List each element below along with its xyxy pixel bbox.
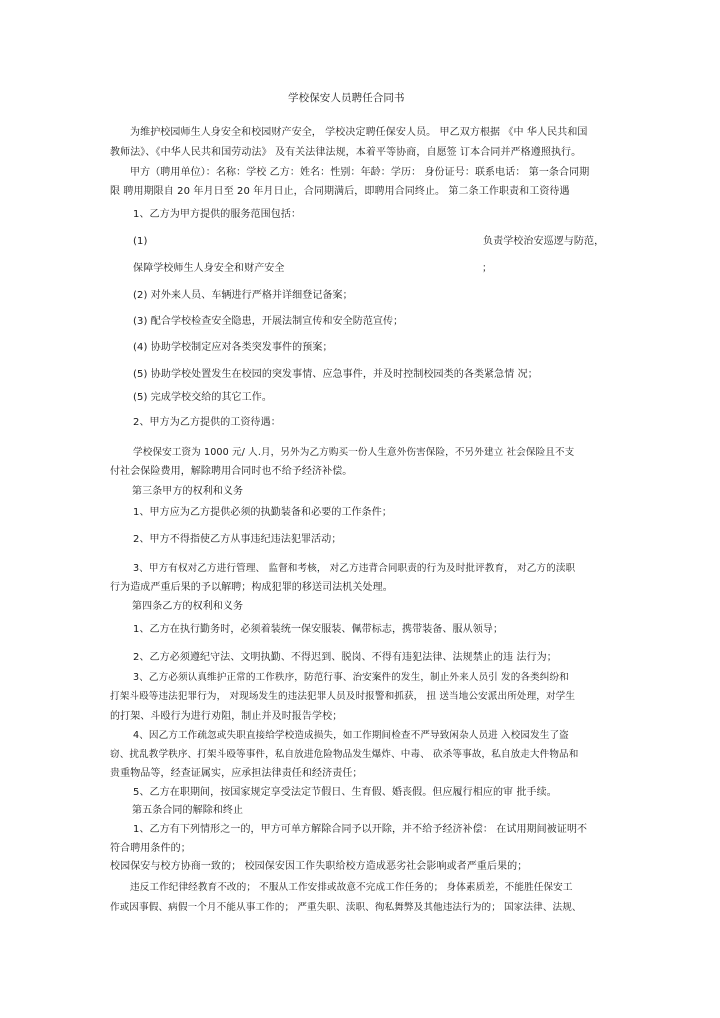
text-line: 3、甲方有权对乙方进行管理、 监督和考核， 对乙方违背合同职责的行为及时批评教育， 对乙方的渎职 [133,563,576,574]
text-line: (5) 协助学校处置发生在校园的突发事情、应急事件，并及时控制校园类的各类紧急情 况； [133,369,538,380]
document-title: 学校保安人员聘任合同书 [288,92,405,104]
text-line: ； [482,263,493,274]
text-line: 为维护校园师生人身安全和校园财产安全， 学校决定聘任保安人员。 甲乙双方根据 《中 华人民共和国 [130,127,588,138]
text-line: (4) 协助学校制定应对各类突发事件的预案； [133,342,333,353]
text-line: 1、乙方有下列情形之一的，甲方可单方解除合同予以开除，并不给予经济补偿： 在试用期间被证明不 [133,824,588,835]
text-line: 行为造成严重后果的予以解聘；构成犯罪的移送司法机关处理。 [110,582,393,593]
text-line: (1) [133,236,148,247]
text-line: 打架斗殴等违法犯罪行为， 对现场发生的违法犯罪人员及时报警和抓获， 扭 送当地公安派出所处理，对学生 [110,691,576,702]
section-heading: 第五条合同的解除和终止 [132,805,244,816]
text-line: 校园保安与校方协商一致的； 校园保安因工作失职给校方造成恶劣社会影响或者严重后果的； [110,861,528,872]
text-line: 甲方（聘用单位）：名称：学校 乙方：姓名：性别：年龄：学历： 身份证号：联系电话： 第一条合同期 [130,167,590,178]
text-line: (2) 对外来人员、车辆进行严格并详细登记备案； [133,290,353,301]
text-line: 窃、扰乱教学秩序、打架斗殴等事件，私自放进危险物品发生爆炸、中毒、 砍杀等事故，私自放走大件物品和 [110,749,579,760]
text-line: 作或因事假、病假一个月不能从事工作的； 严重失职、渎职、徇私舞弊及其他违法行为的； 国家法律、法规、 [110,902,582,913]
text-line: (5) 完成学校交给的其它工作。 [133,392,272,403]
text-line: (3) 配合学校检查安全隐患，开展法制宣传和安全防范宣传； [133,316,404,327]
text-line: 3、乙方必须认真维护正常的工作秩序，防范行事、治安案件的发生，制止外来人员引 发的各类纠纷和 [133,672,569,683]
text-line: 2、甲方为乙方提供的工资待遇： [133,417,281,428]
text-line: 的打架、斗殴行为进行劝阻，制止并及时报告学校； [110,711,343,722]
text-line: 限 聘用期限自 20 年月日至 20 年月日止，合同期满后，即聘用合同终止。 第二条工作职责和工资待遇 [110,186,570,197]
text-line: 1、乙方为甲方提供的服务范围包括： [133,209,302,220]
text-line: 违反工作纪律经教育不改的； 不服从工作安排或故意不完成工作任务的； 身体素质差，不能胜任保安工 [130,882,573,893]
text-line: 1、甲方应为乙方提供必须的执勤装备和必要的工作条件； [133,507,392,518]
text-line: 学校保安工资为 1000 元/ 人.月，另外为乙方购买一份人生意外伤害保险，不另外建立 社会保险且不支 [133,447,575,458]
text-line: 4、因乙方工作疏忽或失职直接给学校造成损失，如工作期间检查不严导致闲杂人员进 入校园发生了盗 [133,730,569,741]
text-line: 2、乙方必须遵纪守法、文明执勤、不得迟到、脱岗、不得有违犯法律、法规禁止的违 法行为； [133,652,557,663]
text-line: 2、甲方不得指使乙方从事违纪违法犯罪活动； [133,534,342,545]
text-line: 1、乙方在执行勤务时，必须着装统一保安服装、佩带标志，携带装备、服从领导； [133,624,504,635]
text-line: 付社会保险费用，解除聘用合同时也不给予经济补偿。 [110,466,353,477]
section-heading: 第四条乙方的权利和义务 [132,601,244,612]
text-line: 负责学校治安巡逻与防范， [483,236,605,247]
text-line: 保障学校师生人身安全和财产安全 [133,263,285,274]
text-line: 5、乙方在职期间，按国家规定享受法定节假日、生育假、婚丧假。但应履行相应的审 批手续。 [133,787,557,798]
text-line: 贵重物品等，经查证属实，应承担法律责任和经济责任； [110,768,363,779]
text-line: 符合聘用条件的； [110,843,191,854]
text-line: 教师法》、《中华人民共和国劳动法》 及有关法律法规，本着平等协商，自愿签 订本合同并严格遵照执行。 [110,147,582,158]
section-heading: 第三条甲方的权利和义务 [132,486,244,497]
